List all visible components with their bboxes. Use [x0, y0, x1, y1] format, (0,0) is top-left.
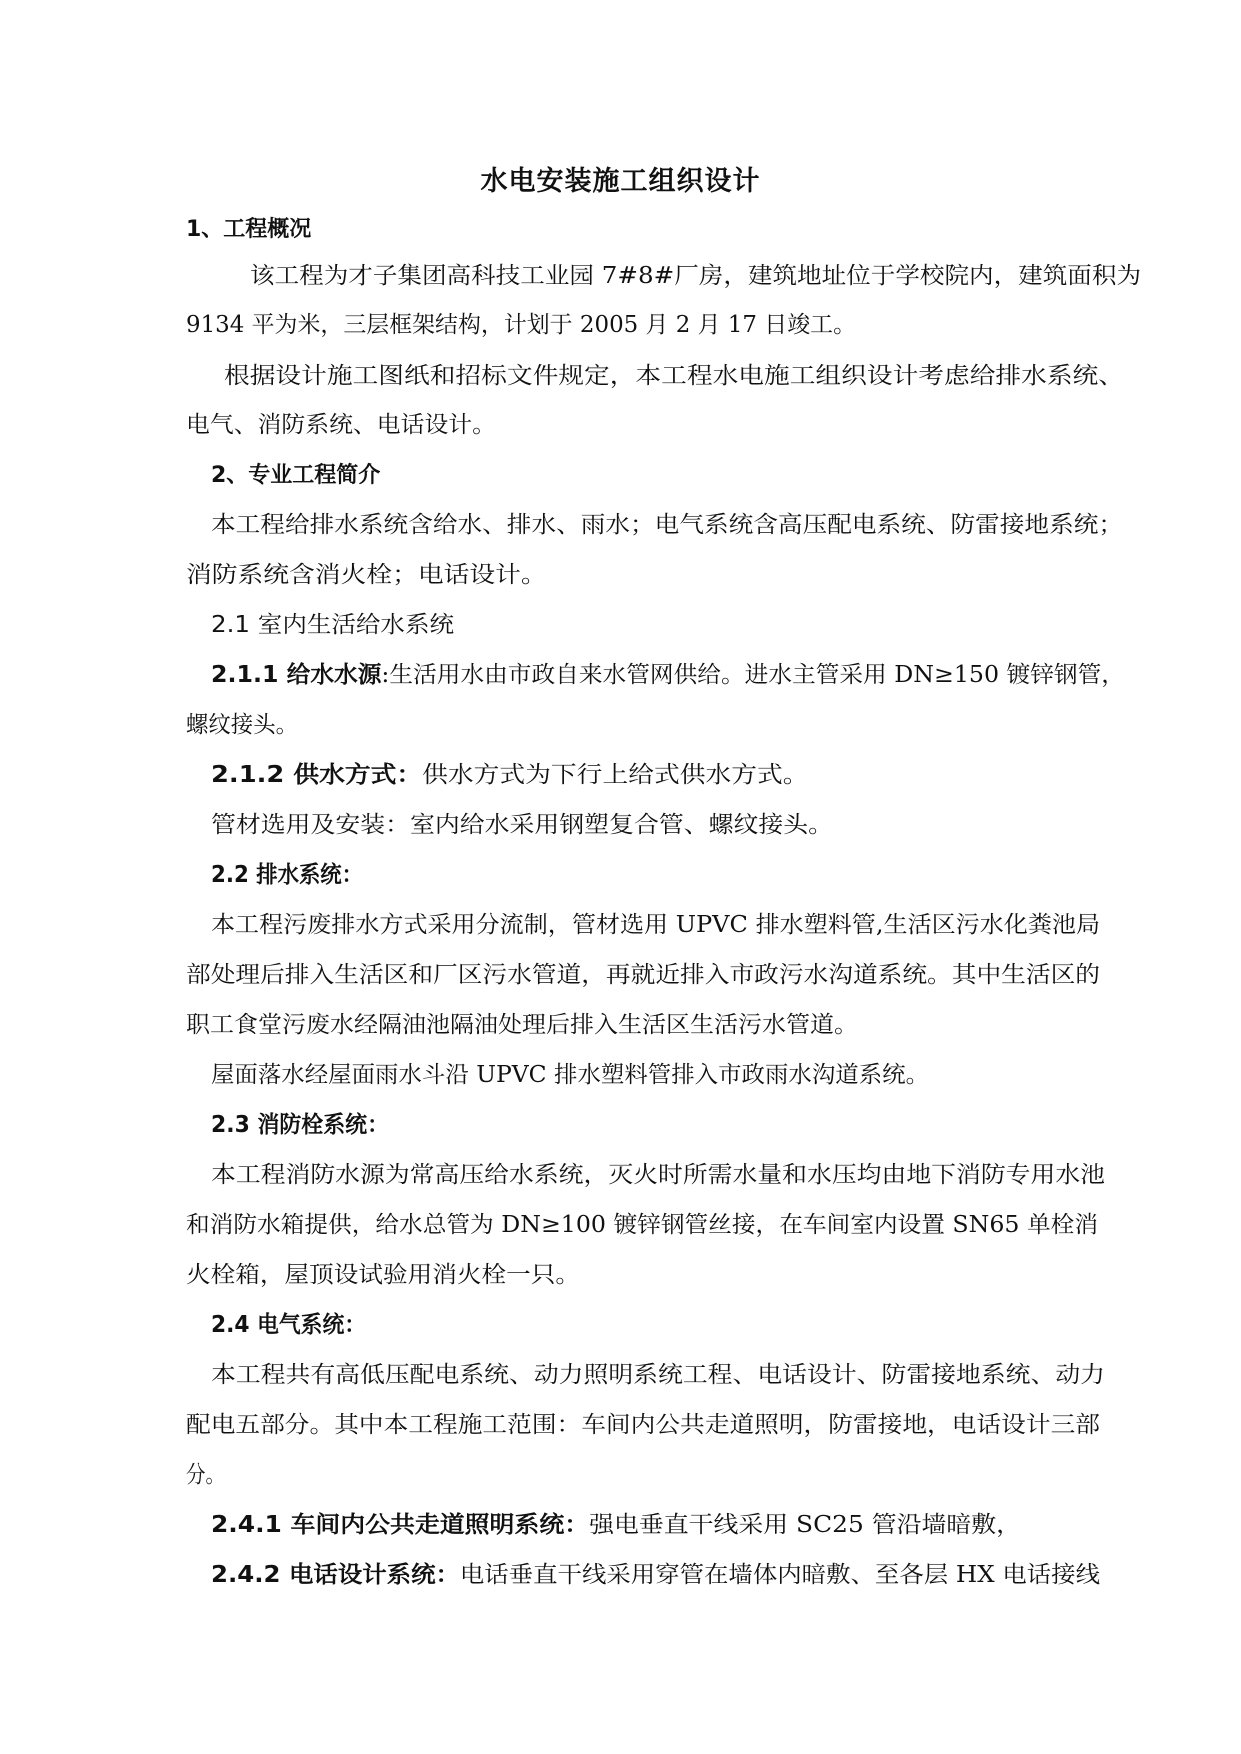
- fire-hydrant-line3: 火栓箱，屋顶设试验用消火栓一只。: [186, 1262, 581, 1288]
- fire-hydrant-line1: 本工程消防水源为常高压给水系统，灭火时所需水量和水压均由地下消防专用水池: [211, 1162, 1105, 1188]
- corridor-lighting-label: 2.4.1 车间内公共走道照明系统：: [211, 1512, 590, 1538]
- corridor-lighting-text: 强电垂直干线采用 SC25 管沿墙暗敷，: [589, 1512, 1021, 1538]
- overview-para2-line1: 根据设计施工图纸和招标文件规定，本工程水电施工组织设计考虑给排水系统、: [224, 363, 1124, 389]
- specialties-intro-line1: 本工程给排水系统含给水、排水、雨水；电气系统含高压配电系统、防雷接地系统；: [211, 512, 1124, 538]
- water-source-line1: [211, 657, 1125, 693]
- water-source-label: 2.1.1 给水水源: [211, 662, 382, 688]
- drainage-para1-line1: 本工程污废排水方式采用分流制，管材选用 UPVC 排水塑料管,生活区污水化粪池局: [211, 912, 1101, 938]
- supply-method-line: [211, 757, 809, 793]
- drainage-para1-line3: 职工食堂污废水经隔油池隔油处理后排入生活区生活污水管道。: [186, 1012, 859, 1038]
- telephone-design-label: 2.4.2 电话设计系统：: [211, 1562, 460, 1588]
- supply-method-text: 供水方式为下行上给式供水方式。: [422, 762, 809, 788]
- water-source-text: :生活用水由市政自来水管网供给。进水主管采用 DN≥150 镀锌钢管，: [381, 662, 1125, 688]
- water-source-line2: 螺纹接头。: [186, 712, 298, 738]
- overview-para1-line2: 9134 平为米，三层框架结构，计划于 2005 月 2 月 17 日竣工。: [186, 312, 857, 338]
- section-heading-specialties: 2、专业工程简介: [211, 463, 381, 488]
- electrical-line1: 本工程共有高低压配电系统、动力照明系统工程、电话设计、防雷接地系统、动力: [211, 1362, 1105, 1388]
- fire-hydrant-line2: 和消防水箱提供，给水总管为 DN≥100 镀锌钢管丝接，在车间室内设置 SN65 单栓消: [186, 1212, 1099, 1238]
- drainage-para1-line2: 部处理后排入生活区和厂区污水管道，再就近排入市政污水沟道系统。其中生活区的: [186, 962, 1100, 988]
- corridor-lighting-line: [211, 1507, 1021, 1543]
- electrical-line3: 分。: [186, 1462, 226, 1488]
- drainage-para2: 屋面落水经屋面雨水斗沿 UPVC 排水塑料管排入市政雨水沟道系统。: [211, 1062, 930, 1088]
- telephone-design-text: 电话垂直干线采用穿管在墙体内暗敷、至各层 HX 电话接线: [459, 1562, 1100, 1588]
- supply-method-label: 2.1.2 供水方式：: [211, 762, 423, 788]
- pipe-materials-line: 管材选用及安装：室内给水采用钢塑复合管、螺纹接头。: [211, 812, 833, 838]
- overview-para1-line1: 该工程为才子集团高科技工业园 7#8#厂房，建筑地址位于学校院内，建筑面积为: [250, 263, 1142, 289]
- subsection-heading-water-supply: 2.1 室内生活给水系统: [211, 612, 454, 638]
- subsection-heading-drainage: 2.2 排水系统：: [211, 862, 364, 888]
- electrical-line2: 配电五部分。其中本工程施工范围：车间内公共走道照明，防雷接地，电话设计三部: [186, 1412, 1100, 1438]
- overview-para2-line2: 电气、消防系统、电话设计。: [186, 412, 497, 438]
- document-title: 水电安装施工组织设计: [480, 166, 761, 197]
- subsection-heading-electrical: 2.4 电气系统：: [211, 1312, 367, 1338]
- specialties-intro-line2: 消防系统含消火栓；电话设计。: [186, 562, 547, 588]
- section-heading-overview: 1、工程概况: [186, 217, 312, 242]
- subsection-heading-fire-hydrant: 2.3 消防栓系统：: [211, 1112, 390, 1138]
- telephone-design-line: [211, 1557, 1100, 1593]
